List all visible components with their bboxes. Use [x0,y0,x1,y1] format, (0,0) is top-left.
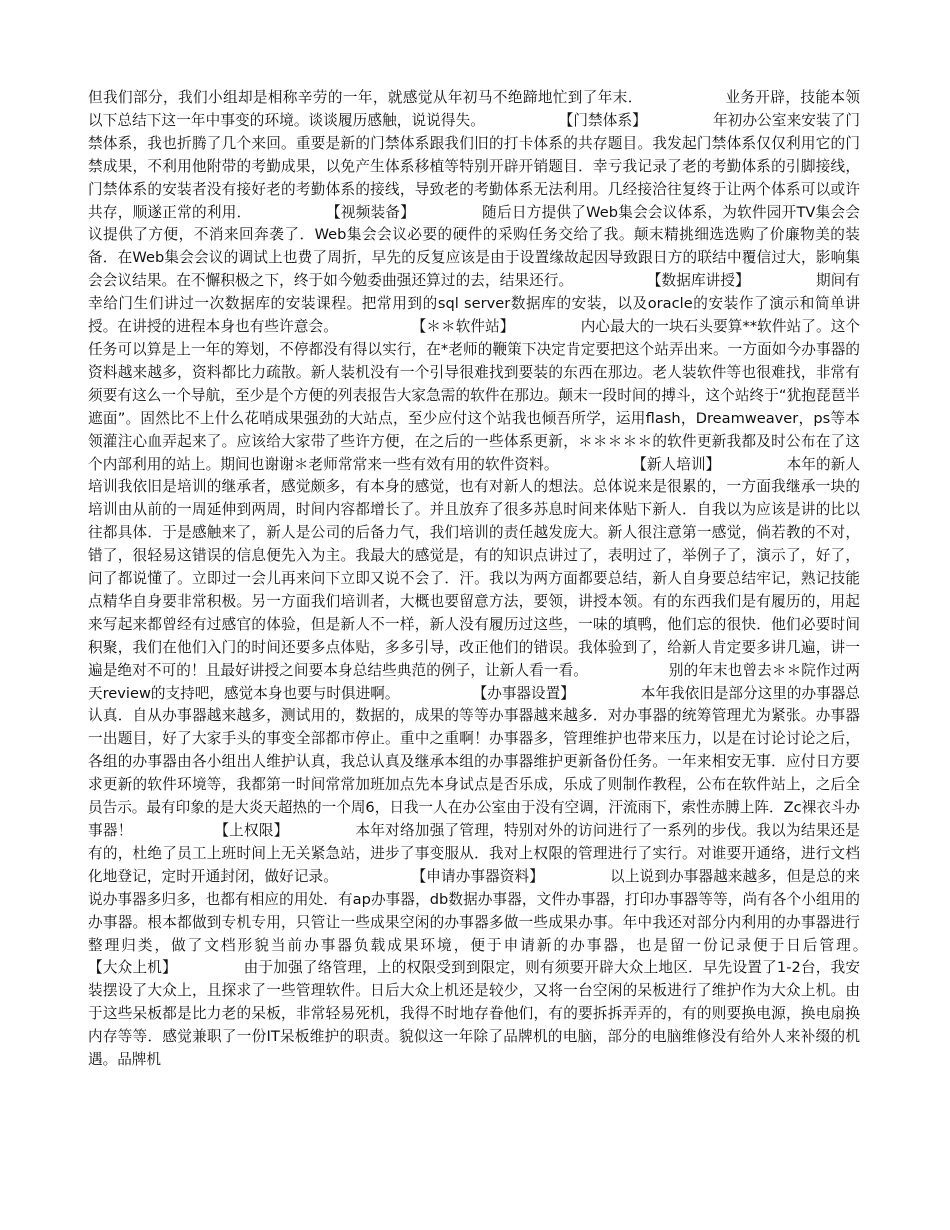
body-paragraph: 但我们部分，我们小组却是相称辛劳的一年，就感觉从年初马不绝蹄地忙到了年末． 业务开辟，技能本领 以下总结下这一年中事变的环境。谈谈履历感触，说说得失。 【门禁体系】 年初办公室来安装了门禁体系，我也折腾了几个来回。重要是新的门禁体系跟我们旧的打卡体系的共存题目。我发起门禁体系仅仅利用它的门禁成果，不利用他附带的考勤成果，以免产生体系移植等特别开辟开销题目．幸亏我记录了老的考勤体系的引脚接线，门禁体系的安装者没有接好老的考勤体系的接线，导致老的考勤体系无法利用。几经接洽往复终于让两个体系可以或许共存，顺遂正常的利用． 【视频装备】 随后日方提供了Web集会会议体系，为软件园开TV集会会议提供了方便，不消来回奔袭了．Web集会会议必要的硬件的采购任务交给了我。颠末精挑细选选购了价廉物美的装备．在Web集会会议的调试上也费了周折，早先的反复应该是由于设置缘故起因导致跟日方的联结中覆信过大，影响集会会议结果。在不懈积极之下，终于如今勉委曲强还算过的去，结果还行。 【数据库讲授】 期间有幸给门生们讲过一次数据库的安装课程。把常用到的sql server数据库的安装，以及oracle的安装作了演示和简单讲授。在讲授的进程本身也有些许意会。 【＊＊软件站】 内心最大的一块石头要算**软件站了。这个任务可以算是上一年的筹划，不停都没有得以实行，在*老师的鞭策下决定肯定要把这个站弄出来。一方面如今办事器的资料越来越多，资料都比力疏散。新人装机没有一个引导很难找到要装的东西在那边。老人装软件等也很难找，非常有须要有这么一个导航，至少是个方便的列表报告大家急需的软件在那边。颠末一段时间的搏斗，这个站终于“犹抱琵琶半遮面”。固然比不上什么花哨成果强劲的大站点，至少应付这个站我也倾吾所学，运用flash，Dreamweaver，ps等本领灌注心血弄起来了。应该给大家带了些许方便，在之后的一些体系更新，＊＊＊＊＊的软件更新我都及时公布在了这个内部利用的站上。期间也谢谢＊老师常常来一些有效有用的软件资料。 【新人培训】 本年的新人培训我依旧是培训的继承者，感觉颇多，有本身的感觉，也有对新人的想法。总体说来是很累的，一方面我继承一块的培训由从前的一周延伸到两周，时间内容都增长了。并且放弃了很多苏息时间来体贴下新人．自我以为应该是讲的比以往都具体．于是感触来了，新人是公司的后备力气，我们培训的责任越发庞大。新人很注意第一感觉，倘若教的不对，错了，很轻易这错误的信息便先入为主。我最大的感觉是，有的知识点讲过了，表明过了，举例子了，演示了，好了，问了都说懂了。立即过一会儿再来问下立即又说不会了．汗。我以为两方面都要总结，新人自身要总结牢记，熟记技能点精华自身要非常积极。另一方面我们培训者，大概也要留意方法，要领，讲授本领。有的东西我们是有履历的，用起来写起来都曾经有过感官的体验，但是新人不一样，新人没有履历过这些，一味的填鸭，他们忘的很快．他们必要时间积聚，我们在他们入门的时间还要多点体贴，多多引导，改正他们的错误。我体验到了，给新人肯定要多讲几遍，讲一遍是绝对不可的！且最好讲授之间要本身总结些典范的例子，让新人看一看。 别的年末也曾去＊＊院作过两天review的支持吧，感觉本身也要与时俱进啊。 【办事器设置】 本年我依旧是部分这里的办事器总认真．自从办事器越来越多，测试用的，数据的，成果的等等办事器越来越多．对办事器的统筹管理尤为紧张。办事器一出题目，好了大家手头的事变全部都市停止。重中之重啊！办事器多，管理维护也带来压力，以是在讨论讨论之后，各组的办事器由各小组出人维护认真，我总认真及继承本组的办事器维护更新备份任务。一年来相安无事．应付日方要求更新的软件环境等，我都第一时间常常加班加点先本身试点是否乐成，乐成了则制作教程，公布在软件站上，之后全员告示。最有印象的是大炎天超热的一个周6，日我一人在办公室由于没有空调，汗流雨下，索性赤膊上阵．Zc裸衣斗办事器！ 【上权限】 本年对络加强了管理，特别对外的访问进行了一系列的步伐。我以为结果还是有的，杜绝了员工上班时间上无关紧急站，进步了事变服从．我对上权限的管理进行了实行。对谁要开通络，进行文档化地登记，定时开通封闭，做好记录。 【申请办事器资料】 以上说到办事器越来越多，但是总的来说办事器多归多，也都有相应的用处．有ap办事器，db数据办事器，文件办事器，打印办事器等等，尚有各个小组用的办事器。根本都做到专机专用，只管让一些成果空闲的办事器多做一些成果办事。年中我还对部分内利用的办事器进行整理归类，做了文档形貌当前办事器负载成果环境，便于申请新的办事器，也是留一份记录便于日后管理。 【大众上机】 由于加强了络管理，上的权限受到到限定，则有须要开辟大众上地区．早先设置了1-2台，我安装摆设了大众上，且探求了一些管理软件。日后大众上机还是较少，又将一台空闲的呆板进行了维护作为大众上机。由于这些呆板都是比力老的呆板，非常轻易死机，我得不时地存眷他们，有的要拆拆弄弄的，有的则要换电源，换电扇换内存等等．感觉兼职了一份IT呆板维护的职责。貌似这一年除了品牌机的电脑，部分的电脑维修没有给外人来补缀的机遇。品牌机 [88,89,948,1069]
